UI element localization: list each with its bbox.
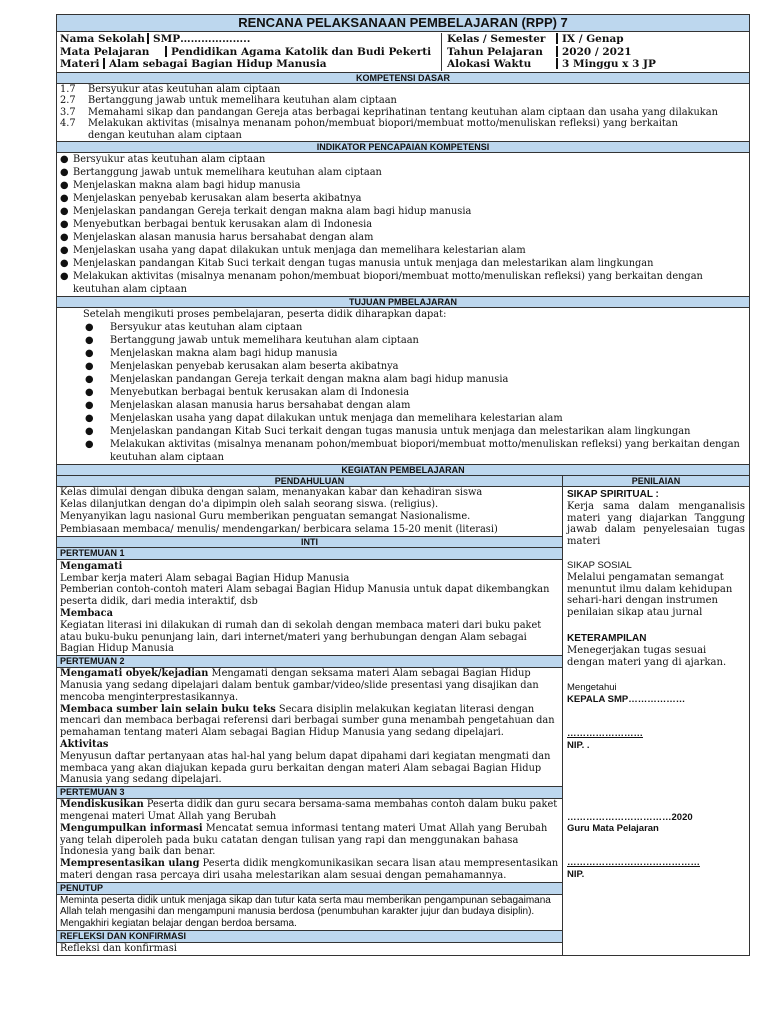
identity-right bbox=[442, 33, 656, 71]
list-item: ● Bertanggung jawab untuk memelihara keutuhan alam ciptaan bbox=[60, 167, 382, 178]
list-item: 4.7 Melakukan aktivitas (misalnya menanam pohon/membuat biopori/membuat motto/menuliskan refleksi) yang berkaitan bbox=[60, 118, 678, 129]
rpp-document bbox=[56, 14, 750, 956]
tahun-label: Tahun Pelajaran bbox=[447, 45, 543, 58]
sikap-spiritual-title: SIKAP SPIRITUAL : bbox=[567, 489, 659, 500]
bullet-icon: ● bbox=[85, 387, 94, 398]
list-item: 3.7 Memahami sikap dan pandangan Gereja atas berbagai keprihatinan tentang keutuhan alam ciptaan dan usaha yang dilakukan bbox=[60, 106, 718, 118]
keterampilan-title: KETERAMPILAN bbox=[567, 632, 647, 644]
pertemuan-3-body: Mendiskusikan Peserta didik dan guru secara bersama-sama membahas contoh dalam buku paket mengenai materi Umat Allah yang Berubah Mengumpulkan informasi Mencatat semua informasi tentang materi Umat Allah yang Berubah yang telah diperoleh pada buku catatan dengan tulisan yang rapi dan menggunakan bahasa Indonesia yang baik dan benar. Mempresentasikan ulang Peserta didik mengkomunikasikan secara lisan atau mempresentasikan materi dengan rasa percaya diri usaha melestarikan alam sesuai dengan pemahamannya. bbox=[60, 799, 559, 881]
kelas-label: Kelas / Semester bbox=[447, 33, 546, 45]
refleksi-text: Refleksi dan konfirmasi bbox=[60, 942, 177, 954]
kepala-label: KEPALA SMP……………… bbox=[567, 694, 686, 706]
materi-label: Materi bbox=[60, 58, 100, 70]
list-item: 2.7 Bertanggung jawab untuk memelihara keutuhan alam ciptaan bbox=[60, 95, 397, 106]
kompetensi-dasar-heading: KOMPETENSI DASAR bbox=[57, 72, 749, 84]
bullet-icon: ● bbox=[85, 322, 94, 333]
pertemuan-2-body: Mengamati obyek/kejadian Mengamati dengan seksama materi Alam sebagai Bagian Hidup Manusia yang sedang dipelajari dalam bentuk gambar/video/slide presentasi yang disajikan dan mencoba menginterprestasikannya. Membaca sumber lain selain buku teks Secara disiplin melakukan kegiatan literasi dengan mencari dan membaca berbagai referensi dari berbagai sumber guna menambah pengetahuan dan pemahaman tentang materi Alam sebagai Bagian Hidup Manusia yang sedang dipelajari. Aktivitas Menyusun daftar pertanyaan atas hal-hal yang belum dapat dipahami dari kegiatan mengmati dan membaca yang akan diajukan kepada guru berkaitan dengan materi Alam sebagai Bagian Hidup Manusia yang sedang dipelajari. bbox=[60, 668, 555, 786]
mapel-value: Pendidikan Agama Katolik dan Budi Pekerti bbox=[171, 45, 432, 58]
pendahuluan-text: Kelas dimulai dengan dibuka dengan salam, menanyakan kabar dan kehadiran siswa Kelas dilanjutkan dengan do'a dipimpin oleh salah seorang siswa. (religius). Menyanyikan lagu nasional Guru memberikan penguatan semangat Nasionalisme. Pembiasaan membaca/ menulis/ mendengarkan/ berbicara selama 15-20 menit (literasi) bbox=[60, 487, 498, 535]
refleksi-heading: REFLEKSI DAN KONFIRMASI bbox=[57, 930, 562, 943]
tahun-value: 2020 / 2021 bbox=[562, 45, 632, 58]
kegiatan-heading: KEGIATAN PEMBELAJARAN bbox=[57, 464, 749, 476]
penutup-heading: PENUTUP bbox=[57, 882, 562, 895]
sikap-sosial-title: SIKAP SOSIAL bbox=[567, 559, 632, 571]
identity-left bbox=[60, 33, 442, 71]
bullet-icon: ● bbox=[60, 206, 69, 217]
list-item: ● Menyebutkan berbagai bentuk kerusakan alam di Indonesia bbox=[85, 387, 410, 398]
signature-line-guru: …………………………………… bbox=[567, 857, 700, 869]
pertemuan-1-body: Mengamati Lembar kerja materi Alam sebagai Bagian Hidup Manusia Pemberian contoh-contoh materi Alam sebagai Bagian Hidup Manusia untuk dapat dikembangkan peserta didik, dari media interaktif, dsb Membaca Kegiatan literasi ini dilakukan di rumah dan di sekolah dengan membaca materi dari buku paket atau buku-buku penunjang lain, dari internet/materi yang berhubungan dengan Alam sebagai Bagian Hidup Manusia bbox=[60, 560, 550, 655]
bullet-icon: ● bbox=[85, 400, 94, 411]
pertemuan-2-heading: PERTEMUAN 2 bbox=[57, 655, 562, 668]
list-item: ● Menyebutkan berbagai bentuk kerusakan alam di Indonesia bbox=[60, 219, 373, 230]
bullet-icon: ● bbox=[60, 258, 69, 269]
kompetensi-dasar-list bbox=[57, 84, 749, 142]
keterampilan-text: Menegerjakan tugas sesuai dengan materi yang di ajarkan. bbox=[567, 644, 727, 668]
bullet-icon: ● bbox=[60, 232, 69, 243]
list-item: ● Melakukan aktivitas (misalnya menanam pohon/membuat biopori/membuat motto/menuliskan refleksi) yang berkaitan dengan keutuhan alam ciptaan bbox=[85, 439, 740, 463]
sikap-sosial-text: Melalui pengamatan semangat menuntut ilmu dalam kehidupan sehari-hari dengan instrumen penilaian sikap atau jurnal bbox=[567, 571, 733, 619]
indikator-list bbox=[57, 153, 749, 296]
signature-line-kepala: …………………… bbox=[567, 727, 643, 739]
list-item: ● Menjelaskan alasan manusia harus bersahabat dengan alam bbox=[60, 232, 374, 243]
mengetahui-label: Mengetahui bbox=[567, 682, 617, 694]
list-item: ● Menjelaskan pandangan Gereja terkait dengan makna alam bagi hidup manusia bbox=[60, 206, 472, 217]
nip-guru: NIP. bbox=[567, 868, 585, 880]
list-item: ● Menjelaskan makna alam bagi hidup manusia bbox=[85, 348, 338, 359]
list-item: ● Menjelaskan makna alam bagi hidup manusia bbox=[60, 180, 301, 191]
list-item: ● Menjelaskan usaha yang dapat dilakukan untuk menjaga dan memelihara kelestarian alam bbox=[60, 245, 526, 256]
kelas-value: IX / Genap bbox=[562, 33, 624, 45]
identity-block bbox=[57, 32, 749, 72]
bullet-icon: ● bbox=[85, 348, 94, 359]
nama-sekolah-label: Nama Sekolah bbox=[60, 33, 145, 45]
bullet-icon: ● bbox=[60, 193, 69, 204]
list-item: ● Menjelaskan alasan manusia harus bersahabat dengan alam bbox=[85, 400, 411, 411]
indikator-heading: INDIKATOR PENCAPAIAN KOMPETENSI bbox=[57, 141, 749, 153]
list-item: ● Bersyukur atas keutuhan alam ciptaan bbox=[85, 322, 303, 333]
list-item: ● Menjelaskan pandangan Kitab Suci terkait dengan tugas manusia untuk menjaga dan melestarikan alam lingkungan bbox=[60, 258, 654, 269]
list-item: ● Menjelaskan pandangan Kitab Suci terkait dengan tugas manusia untuk menjaga dan melestarikan alam lingkungan bbox=[85, 426, 691, 437]
alokasi-value: 3 Minggu x 3 JP bbox=[562, 58, 656, 70]
kegiatan-table bbox=[57, 476, 749, 955]
list-item: dengan keutuhan alam ciptaan bbox=[88, 129, 242, 141]
bullet-icon: ● bbox=[85, 374, 94, 385]
bullet-icon: ● bbox=[85, 413, 94, 424]
bullet-icon: ● bbox=[60, 219, 69, 230]
list-item: ● Melakukan aktivitas (misalnya menanam pohon/membuat biopori/membuat motto/menuliskan refleksi) yang berkaitan dengan keutuhan alam ciptaan bbox=[60, 271, 703, 295]
pendahuluan-heading: PENDAHULUAN bbox=[57, 476, 562, 487]
nama-sekolah-value: SMP……………….. bbox=[153, 33, 251, 45]
tujuan-list bbox=[57, 308, 749, 464]
alokasi-label: Alokasi Waktu bbox=[447, 58, 532, 70]
list-item: ● Menjelaskan penyebab kerusakan alam beserta akibatnya bbox=[85, 361, 399, 372]
list-item: ● Menjelaskan usaha yang dapat dilakukan untuk menjaga dan memelihara kelestarian alam bbox=[85, 413, 563, 424]
bullet-icon: ● bbox=[85, 439, 94, 450]
tujuan-intro: Setelah mengikuti proses pembelajaran, peserta didik diharapkan dapat: bbox=[83, 309, 447, 320]
materi-value: Alam sebagai Bagian Hidup Manusia bbox=[109, 58, 327, 70]
penilaian-column bbox=[563, 476, 749, 955]
penilaian-body bbox=[563, 487, 749, 881]
bullet-icon: ● bbox=[60, 245, 69, 256]
document-title: RENCANA PELAKSANAAN PEMBELAJARAN (RPP) 7 bbox=[57, 15, 749, 32]
list-item: ● Menjelaskan penyebab kerusakan alam beserta akibatnya bbox=[60, 193, 362, 204]
bullet-icon: ● bbox=[60, 180, 69, 191]
list-item: 1.7 Bersyukur atas keutuhan alam ciptaan bbox=[60, 83, 281, 95]
mapel-label: Mata Pelajaran bbox=[60, 45, 150, 58]
inti-heading: INTI bbox=[57, 536, 562, 548]
bullet-icon: ● bbox=[60, 154, 69, 165]
date-line: ……………………………2020 bbox=[567, 811, 693, 823]
bullet-icon: ● bbox=[85, 426, 94, 437]
bullet-icon: ● bbox=[85, 361, 94, 372]
list-item: ● Menjelaskan pandangan Gereja terkait dengan makna alam bagi hidup manusia bbox=[85, 374, 509, 385]
bullet-icon: ● bbox=[60, 167, 69, 178]
penutup-text: Meminta peserta didik untuk menjaga sikap dan tutur kata serta mau memberikan pengampunan sebagaimana Allah telah mengasihi dan mengampuni manusia berdosa (penumbuhan karakter jujur dan budaya disiplin). Mengakhiri kegiatan belajar dengan berdoa bersama. bbox=[60, 894, 551, 929]
nip-kepala: NIP. . bbox=[567, 739, 590, 751]
sikap-spiritual-text: Kerja sama dalam menganalisis materi yang diajarkan Tanggung jawab dalam penyelesaian tugas materi bbox=[567, 500, 745, 548]
kegiatan-column bbox=[57, 476, 563, 955]
pertemuan-1-heading: PERTEMUAN 1 bbox=[57, 548, 562, 560]
penilaian-heading: PENILAIAN bbox=[563, 476, 749, 487]
list-item: ● Bersyukur atas keutuhan alam ciptaan bbox=[60, 154, 266, 165]
pertemuan-3-heading: PERTEMUAN 3 bbox=[57, 786, 562, 799]
bullet-icon: ● bbox=[60, 271, 69, 282]
list-item: ● Bertanggung jawab untuk memelihara keutuhan alam ciptaan bbox=[85, 335, 419, 346]
bullet-icon: ● bbox=[85, 335, 94, 346]
guru-label: Guru Mata Pelajaran bbox=[567, 823, 659, 835]
tujuan-heading: TUJUAN PMBELAJARAN bbox=[57, 296, 749, 308]
